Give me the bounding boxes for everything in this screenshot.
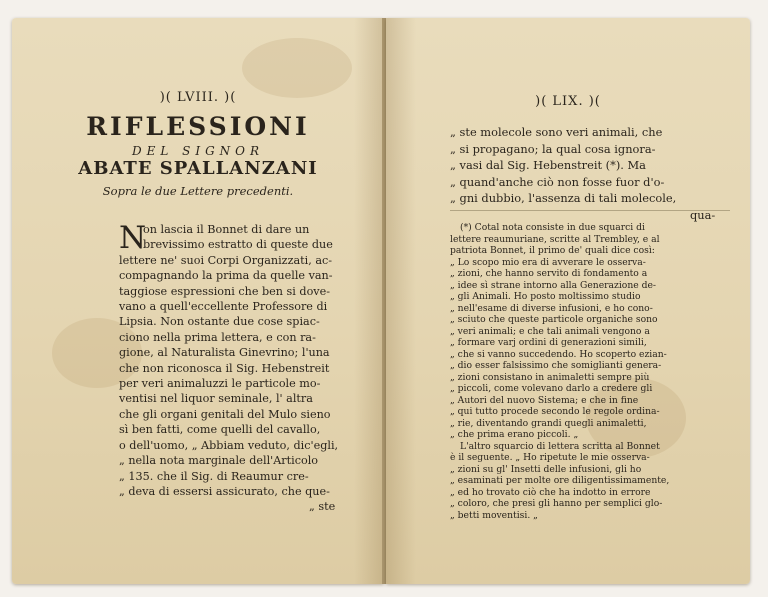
footnote-line: „ sciuto che queste particole organiche sono: [450, 314, 658, 325]
footnote-line: „ qui tutto procede secondo le regole ordina-: [450, 406, 660, 417]
page-number: )( LIX. )(: [535, 94, 601, 109]
text-line: lettere ne' suoi Corpi Organizzati, ac-: [119, 253, 333, 267]
text-line: „ quand'anche ciò non fosse fuor d'o-: [450, 174, 665, 189]
catchword: „ ste: [309, 500, 336, 514]
text-line: ventisi nel liquor seminale, l' altra: [119, 392, 313, 406]
footnote-line: „ che si vanno succedendo. Ho scoperto ezian-: [450, 348, 667, 360]
footnote: [450, 222, 669, 521]
page-number: )( LVIII. )(: [159, 90, 237, 105]
footnote-line: patriota Bonnet, il primo de' quali dice così:: [450, 245, 655, 256]
footnote-line: „ ed ho trovato ciò che ha indotto in errore: [450, 486, 651, 498]
footnote-line: „ Lo scopo mio era di avverare le osserva-: [450, 256, 646, 268]
footnote-line: „ zioni consistano in animaletti sempre più: [450, 371, 650, 383]
right-body-text: [450, 124, 715, 223]
footnote-line: „ betti moventisi. „: [450, 509, 538, 521]
text-line: ciono nella prima lettera, e con ra-: [119, 330, 316, 344]
text-line: o dell'uomo, „ Abbiam veduto, dic'egli,: [119, 438, 339, 452]
text-line: sì ben fatti, come quelli del cavallo,: [119, 423, 321, 437]
text-line: per veri animaluzzi le particole mo-: [119, 377, 321, 391]
text-line: che non riconosca il Sig. Hebenstreit: [119, 361, 330, 375]
footnote-line: „ formare varj ordini di generazioni simili,: [450, 337, 647, 348]
text-line: „ deva di essersi assicurato, che que-: [119, 484, 330, 498]
footnote-line: „ zioni, che hanno servito di fondamento a: [450, 268, 648, 279]
left-body-text: [119, 222, 338, 515]
footnote-line: „ Autori del nuovo Sistema; e che in fine: [450, 394, 639, 406]
text-line: on lascia il Bonnet di dare un: [143, 223, 310, 236]
footnote-divider: [450, 210, 730, 211]
catchword: qua-: [690, 207, 716, 222]
footnote-line: „ rie, diventando grandi quegli animaletti,: [450, 417, 647, 429]
text-line: „ ste molecole sono veri animali, che: [450, 125, 663, 139]
footnote-line: „ esaminati per molte ore diligentissimamente,: [450, 475, 670, 486]
footnote-line: „ dio esser falsissimo che somiglianti genera-: [450, 360, 662, 371]
footnote-line: „ zioni su gl' Insetti delle infusioni, gli ho: [450, 463, 642, 475]
footnote-line: „ gli Animali. Ho posto moltissimo studio: [450, 291, 641, 302]
subtitle: Sopra le due Lettere precedenti.: [102, 184, 294, 198]
drop-cap: N: [119, 220, 147, 256]
footnote-line: „ piccoli, come volevano darlo a credere gli: [450, 383, 653, 394]
text-line: „ si propagano; la qual cosa ignora-: [450, 141, 656, 156]
title-author: ABATE SPALLANZANI: [78, 158, 318, 179]
footnote-line: „ coloro, che presi gli hanno per semplici glo-: [450, 498, 663, 509]
text-line: taggiose espressioni che ben si dove-: [119, 284, 331, 298]
footnote-line: lettere reaumuriane, scritte al Trembley, e al: [450, 233, 660, 245]
text-line: gione, al Naturalista Ginevrino; l'una: [119, 346, 330, 360]
footnote-line: „ nell'esame di diverse infusioni, e ho cono-: [450, 302, 653, 314]
title-riflessioni: RIFLESSIONI: [86, 112, 310, 141]
footnote-line: è il seguente. „ Ho ripetute le mie osserva-: [450, 452, 650, 463]
text-line: „ 135. che il Sig. di Reaumur cre-: [119, 469, 309, 483]
text-line: „ vasi dal Sig. Hebenstreit (*). Ma: [450, 158, 646, 172]
text-line: che gli organi genitali del Mulo sieno: [119, 407, 331, 421]
footnote-line: „ che prima erano piccoli. „: [450, 429, 579, 440]
text-line: brevissimo estratto di queste due: [143, 238, 333, 252]
footnote-line: (*) Cotal nota consiste in due squarci di: [460, 222, 645, 233]
text-line: „ gni dubbio, l'assenza di tali molecole,: [450, 191, 677, 205]
open-book: [12, 18, 754, 584]
text-line: „ nella nota marginale dell'Articolo: [119, 454, 319, 468]
text-line: vano a quell'eccellente Professore di: [119, 300, 328, 314]
text-line: Lipsia. Non ostante due cose spiac-: [119, 315, 320, 329]
text-line: compagnando la prima da quelle van-: [119, 269, 333, 283]
footnote-line: „ veri animali; e che tali animali vengono a: [450, 325, 650, 337]
title-del-signor: DEL SIGNOR: [131, 144, 265, 158]
left-page: [12, 18, 384, 584]
right-page: [386, 18, 750, 584]
footnote-line: L'altro squarcio di lettera scritta al Bonnet: [460, 440, 660, 452]
footnote-line: „ idee sì strane intorno alla Generazione de-: [450, 279, 657, 291]
paper-stain: [242, 38, 352, 98]
